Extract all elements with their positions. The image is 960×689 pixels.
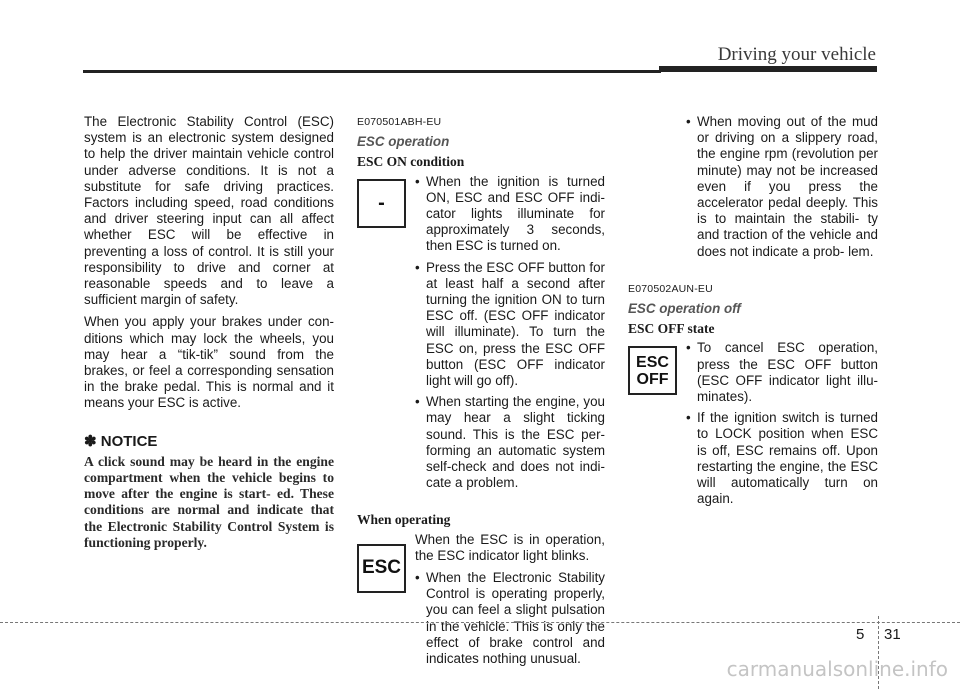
list-item: • When starting the engine, you may hear a slight ticking sound. This is the ESC per- forming an automatic system self-check and does not indi- cate a problem. (415, 394, 605, 491)
section-number: 5 (856, 626, 865, 643)
page-number: 31 (884, 626, 901, 643)
when-operating-list (415, 570, 605, 667)
header-rule (83, 70, 661, 73)
when-operating-intro: When the ESC is in operation, the ESC indicator light blinks. (415, 531, 605, 563)
section-title: ESC operation (357, 134, 450, 150)
running-header: Driving your vehicle (717, 44, 876, 65)
esc-on-list (415, 174, 605, 492)
header-bar (659, 66, 877, 72)
esc-off-indicator-icon (628, 346, 677, 395)
notice-body: A click sound may be heard in the engine compartment when the vehicle begins to move after the engine is start- ed. These conditions are normal and indicate that the Electronic Stability Control System is functioning properly. (84, 453, 334, 550)
list-item: • When moving out of the mud or driving on a slippery road, the engine rpm (revolution per minute) may not be increased even if you press the accelerator pedal deeply. This is to maintain the stabili- ty and traction of the vehicle and does not indicate a prob- lem. (686, 114, 878, 260)
list-item: • To cancel ESC operation, press the ESC OFF button (ESC OFF indicator light illu- minates). (686, 340, 878, 405)
when-operating-list-continued (686, 114, 878, 260)
esc-on-block (357, 174, 605, 492)
esc-off-block (628, 340, 878, 507)
esc-off-list (686, 340, 878, 507)
section-code: E070502AUN-EU (628, 282, 713, 295)
footer-rule (0, 622, 960, 623)
section-code: E070501ABH-EU (357, 116, 442, 128)
column-intro (84, 114, 334, 551)
esc-off-heading: ESC OFF state (628, 321, 715, 337)
column-esc-operation (357, 114, 605, 672)
esc-off-icon-line-1: ESC (636, 353, 669, 371)
watermark: carmanualsonline.info (726, 657, 948, 681)
esc-off-icon-line-2: OFF (636, 370, 669, 388)
esc-on-heading: ESC ON condition (357, 154, 465, 170)
list-item: • When the Electronic Stability Control is operating properly, you can feel a slight pulsation in the vehicle. This is only the effect of brake control and indicates nothing unusual. (415, 570, 605, 667)
list-item: • When the ignition is turned ON, ESC and ESC OFF indi- cator lights illuminate for approximately 3 seconds, then ESC is turned on. (415, 174, 605, 255)
column-esc-off (628, 114, 878, 512)
intro-paragraph-2: When you apply your brakes under con- ditions which may lock the wheels, you may hear a “tik-tik” sound from the brakes, or feel a corresponding sensation in the brake pedal. This is normal and it means your ESC is active. (84, 314, 334, 411)
when-operating-heading: When operating (357, 512, 451, 528)
list-item: • If the ignition switch is turned to LOCK position when ESC is off, ESC remains off. Upon restarting the engine, the ESC will automatically turn on again. (686, 410, 878, 507)
intro-paragraph-1: The Electronic Stability Control (ESC) system is an electronic system designed to help the driver maintain vehicle control under adverse conditions. It is not a substitute for safe driving practices. Factors including speed, road conditions and driver steering input can all affect whether ESC will be effective in preventing a loss of control. It is still your responsibility to drive and corner at reasonable speeds and to leave a sufficient margin of safety. (84, 114, 334, 308)
esc-indicator-dash-icon: - (357, 179, 406, 228)
list-item: • Press the ESC OFF button for at least half a second after turning the ignition ON to turn ESC off. (ESC OFF indicator will illuminate). To turn the ESC on, press the ESC OFF button (ESC OFF indicator light will go off). (415, 260, 605, 390)
notice-title: NOTICE (100, 432, 158, 450)
when-operating-block (357, 532, 605, 668)
esc-indicator-icon: ESC (357, 544, 406, 593)
notice-star-icon: ✽ (84, 432, 97, 450)
section-title: ESC operation off (628, 301, 741, 317)
notice-heading (84, 434, 334, 450)
